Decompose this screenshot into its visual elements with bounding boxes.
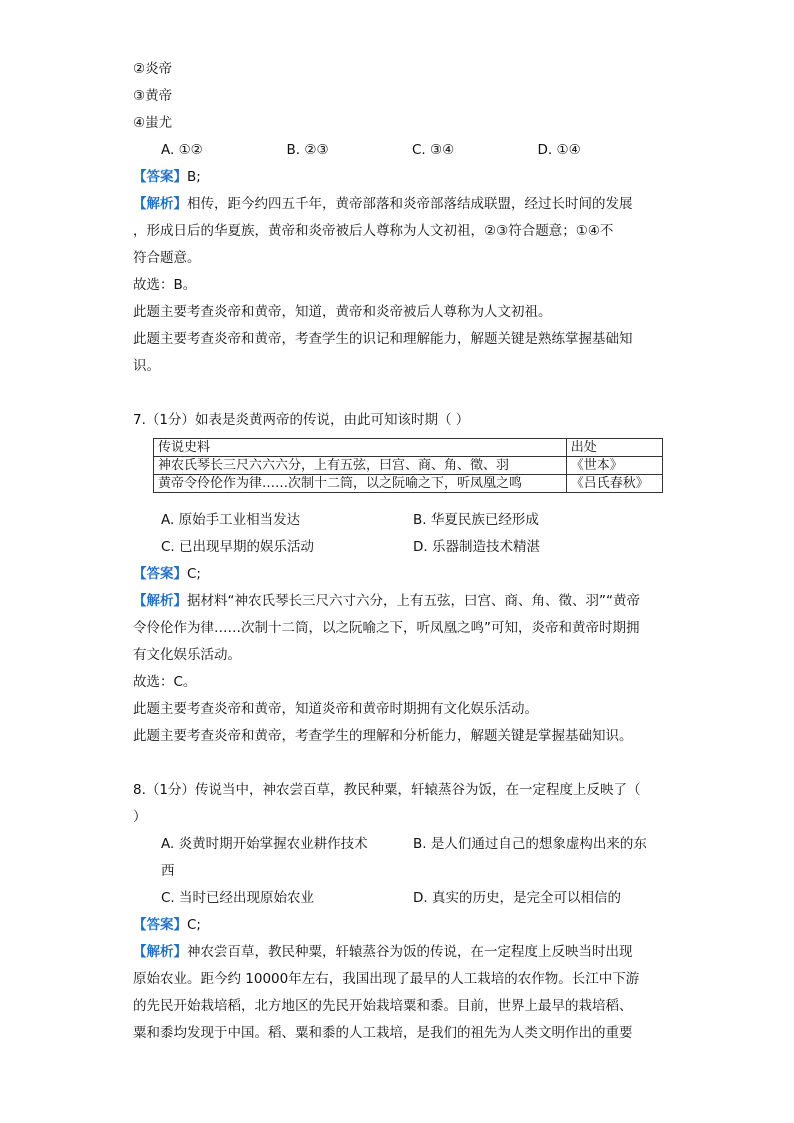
table-cell: 黄帝令伶伦作为律……次制十二筒，以之阮喻之下，听凤凰之鸣: [154, 475, 567, 493]
prev-note-1: 此题主要考查炎帝和黄帝，知道，黄帝和炎帝被后人尊称为人文初祖。: [133, 304, 552, 320]
q8-answer: [133, 912, 663, 939]
option-item-4: ④蚩尤: [133, 115, 173, 131]
q7-options-row-2: [133, 534, 663, 561]
table-header-cell: 出处: [566, 439, 662, 457]
prev-answer: [133, 164, 663, 191]
q8-option-a: A. 炎黄时期开始掌握农业耕作技术: [161, 836, 368, 852]
q7-option-b: B. 华夏民族已经形成: [413, 512, 539, 528]
q8-analysis-line-3: 的先民开始栽培稻，北方地区的先民开始栽培粟和黍。目前，世界上最早的栽培稻、: [133, 998, 633, 1014]
document-page: [133, 56, 663, 1047]
prev-option-d: D. ①④: [537, 142, 581, 158]
table-row: [154, 475, 663, 493]
analysis-tag: 【解析】: [133, 593, 187, 609]
q8-analysis-line-2: 原始农业。距今约 10000年左右，我国出现了最早的人工栽培的农作物。长江中下游: [133, 971, 640, 987]
q7-option-d: D. 乐器制造技术精湛: [413, 539, 540, 555]
prev-analysis-line-3: 符合题意。: [133, 250, 201, 266]
table-header-cell: 传说史料: [154, 439, 567, 457]
q8-option-b-continued: [133, 858, 663, 885]
analysis-text: 相传，距今约四五千年，黄帝部落和炎帝部落结成联盟，经过长时间的发展: [187, 196, 633, 212]
q7-source-table: [153, 438, 663, 493]
answer-tag: 【答案】: [133, 566, 187, 582]
prev-choose: 故选：B。: [133, 277, 197, 293]
analysis-tag: 【解析】: [133, 196, 187, 212]
q8-option-c: C. 当时已经出现原始农业: [161, 890, 315, 906]
q7-note-1: 此题主要考查炎帝和黄帝，知道炎帝和黄帝时期拥有文化娱乐活动。: [133, 701, 538, 717]
answer-tag: 【答案】: [133, 169, 187, 185]
analysis-text: 神农尝百草，教民种粟，轩辕蒸谷为饭的传说，在一定程度上反映当时出现: [187, 944, 633, 960]
analysis-tag: 【解析】: [133, 944, 187, 960]
q7-option-c: C. 已出现早期的娱乐活动: [161, 539, 315, 555]
option-item-2: ②炎帝: [133, 61, 173, 77]
q8-option-d: D. 真实的历史，是完全可以相信的: [413, 890, 621, 906]
prev-note-2a: 此题主要考查炎帝和黄帝，考查学生的识记和理解能力，解题关键是熟练掌握基础知: [133, 331, 633, 347]
table-cell: 《世本》: [566, 457, 662, 475]
table-cell: 神农氏琴长三尺六六六分，上有五弦，曰宫、商、角、徵、羽: [154, 457, 567, 475]
q7-option-a: A. 原始手工业相当发达: [161, 512, 301, 528]
q8-options-row-1: [133, 831, 663, 858]
prev-option-c: C. ③④: [412, 142, 455, 158]
q8-option-b-tail: 西: [161, 863, 175, 879]
q8-analysis-line-1: [133, 939, 663, 966]
prev-option-a: A. ①②: [161, 142, 203, 158]
q8-stem-line-1: 8.（1分）传说当中，神农尝百草，教民种粟，轩辕蒸谷为饭，在一定程度上反映了（: [133, 782, 641, 798]
table-cell: 《吕氏春秋》: [566, 475, 662, 493]
prev-note-2b: 识。: [133, 358, 160, 374]
answer-tag: 【答案】: [133, 917, 187, 933]
prev-analysis-line-2: ，形成日后的华夏族，黄帝和炎帝被后人尊称为人文初祖，②③符合题意；①④不: [133, 223, 614, 239]
answer-value: B;: [187, 169, 201, 185]
answer-value: C;: [187, 917, 201, 933]
q7-answer: [133, 561, 663, 588]
q8-options-row-2: [133, 885, 663, 912]
option-item-3: ③黄帝: [133, 88, 173, 104]
analysis-text: 据材料“神农氏琴长三尺六寸六分，上有五弦，曰宫、商、角、徵、羽”“黄帝: [187, 593, 640, 609]
q7-analysis-line-2: 令伶伦作为律……次制十二筒，以之阮喻之下，听凤凰之鸣”可知，炎帝和黄帝时期拥: [133, 620, 640, 636]
table-row: [154, 457, 663, 475]
prev-options: [133, 137, 663, 164]
prev-option-b: B. ②③: [286, 142, 329, 158]
q7-analysis-line-3: 有文化娱乐活动。: [133, 647, 241, 663]
prev-analysis-line-1: [133, 191, 663, 218]
q7-options-row-1: [133, 507, 663, 534]
q7-analysis-line-1: [133, 588, 663, 615]
q8-stem-line-2: ）: [133, 809, 147, 825]
q7-choose: 故选：C。: [133, 674, 197, 690]
q8-option-b: B. 是人们通过自己的想象虚构出来的东: [413, 836, 647, 852]
table-header-row: [154, 439, 663, 457]
q7-note-2: 此题主要考查炎帝和黄帝，考查学生的理解和分析能力，解题关键是掌握基础知识。: [133, 728, 633, 744]
q7-stem: 7.（1分）如表是炎黄两帝的传说，由此可知该时期（ ）: [133, 412, 470, 428]
q8-analysis-line-4: 粟和黍均发现于中国。稻、粟和黍的人工栽培，是我们的祖先为人类文明作出的重要: [133, 1025, 633, 1041]
answer-value: C;: [187, 566, 201, 582]
